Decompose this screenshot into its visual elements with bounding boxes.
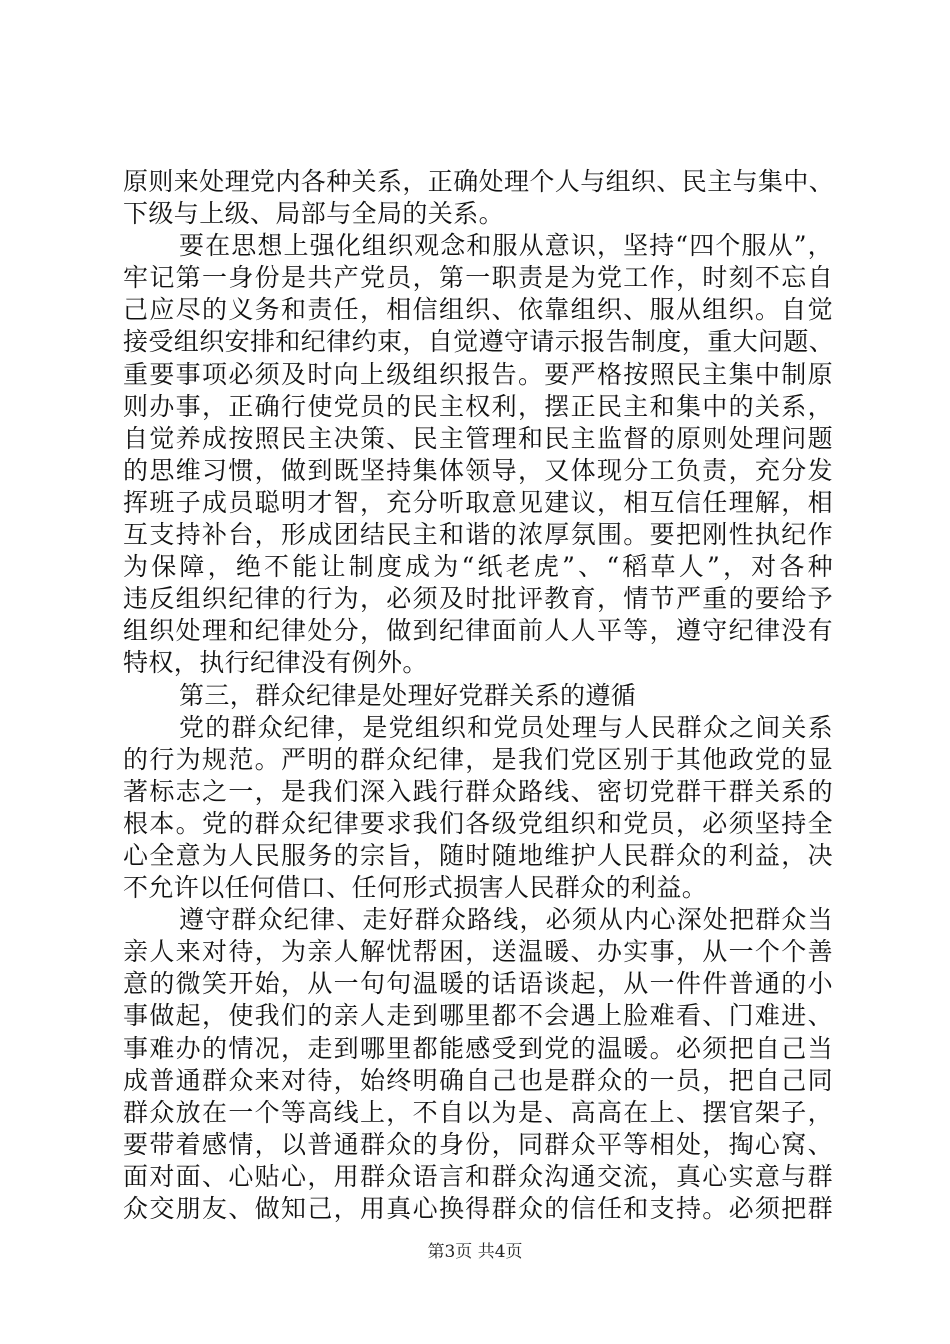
page-footer: 第3页 共4页 <box>427 1242 523 1262</box>
text-line: 原则来处理党内各种关系，正确处理个人与组织、民主与集中、 <box>123 167 835 196</box>
text-line: 成普通群众来对待，始终明确自己也是群众的一员，把自己同 <box>123 1065 833 1095</box>
text-line: 群众放在一个等高线上，不自以为是、高高在上、摆官架子， <box>123 1097 833 1127</box>
text-line: 第三，群众纪律是处理好党群关系的遵循 <box>179 680 637 710</box>
text-line: 违反组织纪律的行为，必须及时批评教育，情节严重的要给予 <box>123 584 833 614</box>
text-line: 事做起，使我们的亲人走到哪里都不会遇上脸难看、门难进、 <box>123 1001 833 1031</box>
text-line: 挥班子成员聪明才智，充分听取意见建议，相互信任理解，相 <box>123 487 833 517</box>
text-line: 的思维习惯，做到既坚持集体领导，又体现分工负责，充分发 <box>123 455 833 485</box>
text-line: 牢记第一身份是共产党员，第一职责是为党工作，时刻不忘自 <box>123 263 833 293</box>
document-body <box>123 166 833 1225</box>
text-line: 著标志之一，是我们深入践行群众路线、密切党群干群关系的 <box>123 776 833 806</box>
text-line: 组织处理和纪律处分，做到纪律面前人人平等，遵守纪律没有 <box>123 616 833 646</box>
text-line: 自觉养成按照民主决策、民主管理和民主监督的原则处理问题 <box>123 423 833 453</box>
text-line: 要在思想上强化组织观念和服从意识，坚持“四个服从”， <box>179 231 833 261</box>
text-line: 己应尽的义务和责任，相信组织、依靠组织、服从组织。自觉 <box>123 295 833 325</box>
text-line: 则办事，正确行使党员的民主权利，摆正民主和集中的关系， <box>123 391 833 421</box>
text-line: 众交朋友、做知己，用真心换得群众的信任和支持。必须把群 <box>123 1194 833 1223</box>
text-line: 互支持补台，形成团结民主和谐的浓厚氛围。要把刚性执纪作 <box>123 520 833 550</box>
text-line: 事难办的情况，走到哪里都能感受到党的温暖。必须把自己当 <box>123 1033 833 1063</box>
text-line: 党的群众纪律，是党组织和党员处理与人民群众之间关系 <box>179 712 833 742</box>
text-line: 亲人来对待，为亲人解忧帮困，送温暖、办实事，从一个个善 <box>123 937 833 967</box>
text-line: 心全意为人民服务的宗旨，随时随地维护人民群众的利益，决 <box>123 840 833 870</box>
text-line: 为保障，绝不能让制度成为“纸老虎”、“稻草人”，对各种 <box>123 552 833 582</box>
text-line: 根本。党的群众纪律要求我们各级党组织和党员，必须坚持全 <box>123 808 833 838</box>
text-line: 要带着感情，以普通群众的身份，同群众平等相处，掏心窝、 <box>123 1129 833 1159</box>
text-line: 面对面、心贴心，用群众语言和群众沟通交流，真心实意与群 <box>123 1161 833 1191</box>
text-line: 下级与上级、局部与全局的关系。 <box>123 199 505 229</box>
text-line: 遵守群众纪律、走好群众路线，必须从内心深处把群众当 <box>179 905 833 935</box>
text-line: 不允许以任何借口、任何形式损害人民群众的利益。 <box>123 873 708 903</box>
text-line: 重要事项必须及时向上级组织报告。要严格按照民主集中制原 <box>123 359 833 389</box>
text-line: 的行为规范。严明的群众纪律，是我们党区别于其他政党的显 <box>123 744 833 774</box>
text-line: 特权，执行纪律没有例外。 <box>123 648 428 678</box>
text-line: 接受组织安排和纪律约束，自觉遵守请示报告制度，重大问题、 <box>123 327 835 357</box>
text-line: 意的微笑开始，从一句句温暖的话语谈起，从一件件普通的小 <box>123 969 833 999</box>
